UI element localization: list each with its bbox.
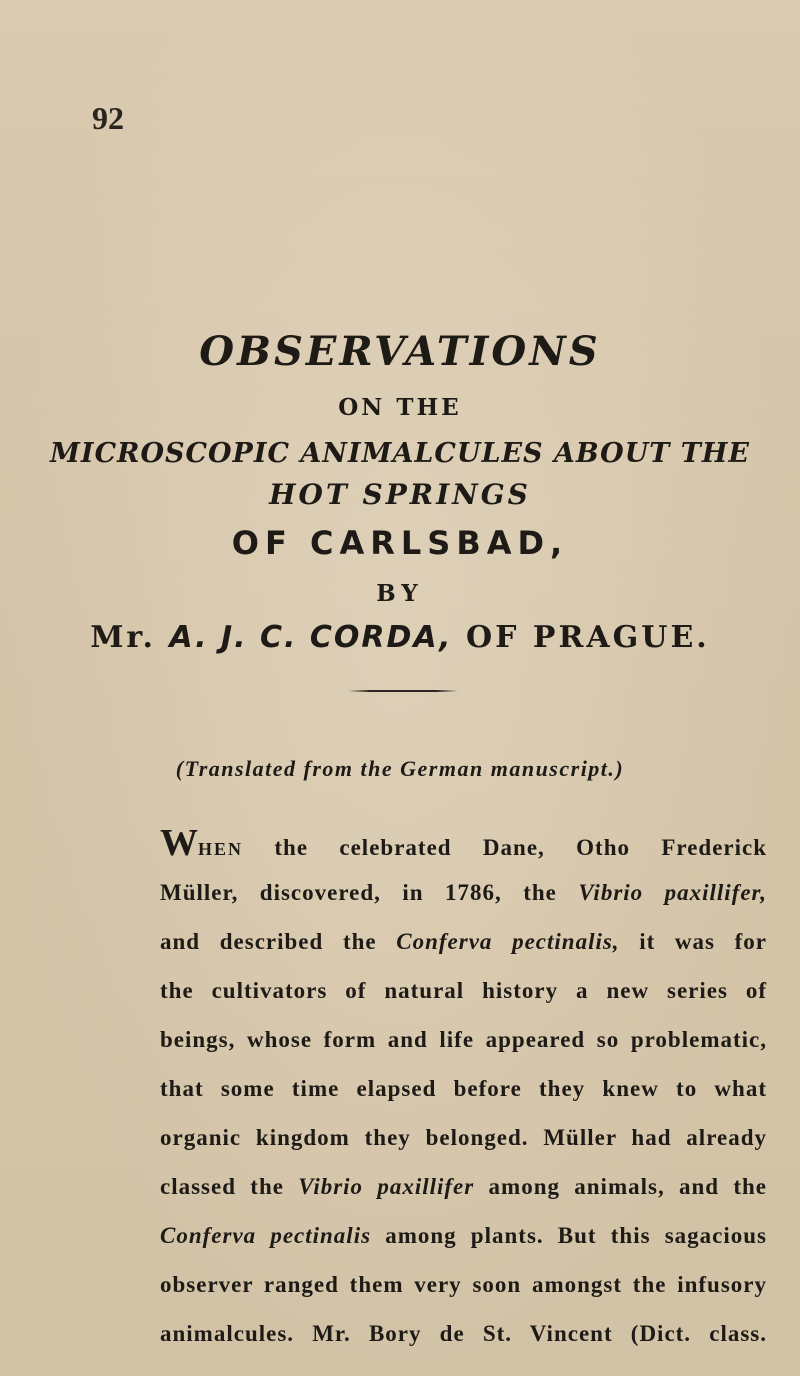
line-9-a: Conferva pectinalis bbox=[160, 1223, 372, 1248]
title-subject-line-1: MICROSCOPIC ANIMALCULES ABOUT THE bbox=[50, 438, 750, 469]
text-line-6: that some time elapsed before they knew to what bbox=[160, 1076, 767, 1101]
line-3-c: it was for bbox=[639, 929, 768, 954]
page-number: 92 bbox=[92, 100, 124, 136]
text-line-2 bbox=[160, 868, 767, 917]
drop-cap-rest: HEN bbox=[198, 839, 244, 859]
text-line-5: beings, whose form and life appeared so problematic, bbox=[160, 1027, 767, 1052]
line-8-b: Vibrio paxillifer bbox=[298, 1174, 475, 1199]
line-8-a: classed the bbox=[160, 1174, 284, 1199]
text-line-1 bbox=[160, 819, 767, 868]
text-line-4: the cultivators of natural history a new series of bbox=[160, 978, 767, 1003]
line-2-a: Müller, discovered, in 1786, the bbox=[160, 880, 557, 905]
line-3-a: and described the bbox=[160, 929, 377, 954]
author-name: A. J. C. CORDA, bbox=[169, 620, 453, 655]
author-prefix: Mr. bbox=[90, 620, 156, 655]
line-2-b: Vibrio paxillifer, bbox=[578, 880, 767, 905]
line-1-rest: the celebrated Dane, Otho Frederick bbox=[274, 835, 767, 860]
line-9-b: among plants. But this sagacious bbox=[385, 1223, 767, 1248]
line-8-c: among animals, and the bbox=[488, 1174, 768, 1199]
body-paragraph bbox=[160, 819, 767, 1358]
divider-rule bbox=[348, 690, 458, 692]
translation-note: (Translated from the German manuscript.) bbox=[175, 756, 625, 781]
title-on-the: ON THE bbox=[338, 394, 462, 421]
title-by: BY bbox=[376, 580, 424, 607]
text-line-10: observer ranged them very soon amongst the infusory bbox=[160, 1272, 767, 1297]
text-line-11: animalcules. Mr. Bory de St. Vincent (Dict. class. bbox=[160, 1321, 767, 1346]
line-3-b: Conferva pectinalis, bbox=[396, 929, 620, 954]
title-main: OBSERVATIONS bbox=[199, 328, 601, 375]
drop-cap: W bbox=[160, 822, 198, 864]
author-suffix: OF PRAGUE. bbox=[466, 620, 710, 655]
text-line-8 bbox=[160, 1162, 767, 1211]
text-line-3 bbox=[160, 917, 767, 966]
title-subject-line-3: OF CARLSBAD, bbox=[231, 524, 569, 562]
title-author bbox=[0, 620, 800, 655]
text-line-7: organic kingdom they belonged. Müller had already bbox=[160, 1125, 767, 1150]
title-subject-line-2: HOT SPRINGS bbox=[269, 478, 531, 511]
text-line-9 bbox=[160, 1211, 767, 1260]
